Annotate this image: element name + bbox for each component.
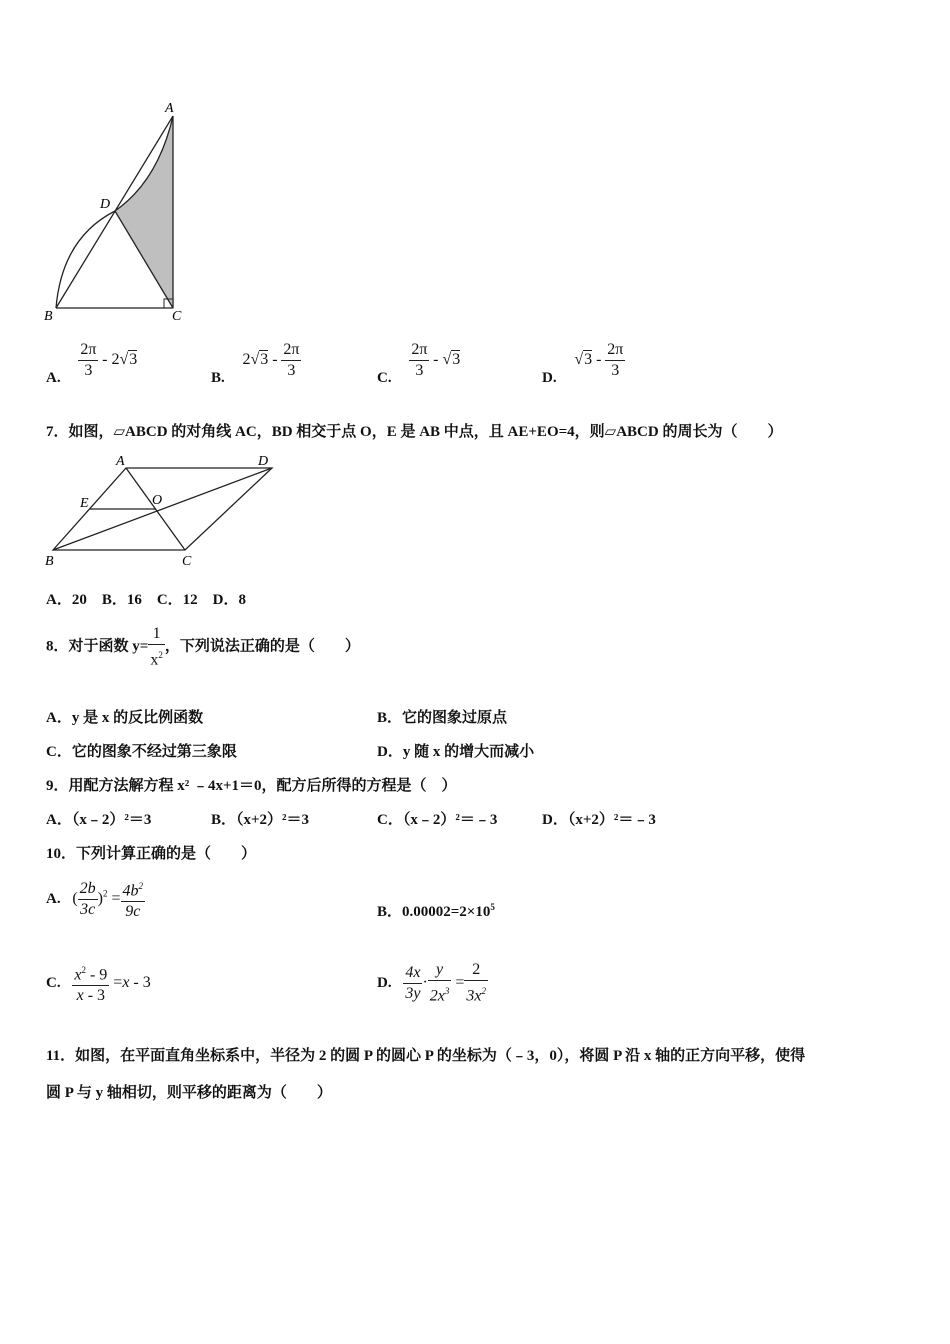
fraction [464, 960, 488, 1006]
denominator [148, 645, 165, 670]
label-c: C [172, 309, 182, 324]
q8-option-c: C．它的图象不经过第三象限 [46, 744, 237, 760]
radicand: 3 [129, 350, 138, 368]
numerator: y [428, 960, 452, 981]
numerator: 2π [605, 340, 625, 361]
option-label: B. [211, 369, 225, 386]
minus: - [433, 350, 439, 368]
fraction [78, 879, 98, 920]
den-exp: 2 [158, 650, 163, 660]
numerator: 2π [409, 340, 429, 361]
fraction [403, 963, 422, 1004]
label-a: A [116, 454, 125, 469]
coef: 2 [111, 350, 120, 368]
radicand: 3 [260, 350, 269, 368]
q9-option-d: D．（x+2）²＝﹣3 [542, 812, 656, 828]
numerator: 2π [80, 341, 97, 358]
q10-option-a [46, 876, 145, 922]
q10-option-c [46, 960, 151, 1006]
figure-q6-triangle [40, 98, 190, 328]
option-label: A. [46, 890, 61, 907]
rest: - √3 [433, 350, 461, 368]
option-label: D. [542, 369, 557, 386]
label-a: A [165, 101, 174, 116]
fraction [605, 340, 625, 381]
numerator: $x^2 - 9$ [72, 960, 109, 986]
exponent: 5 [490, 902, 495, 912]
fraction [428, 960, 452, 1006]
q7-options: A．20 B．16 C．12 D．8 [46, 592, 247, 608]
q8-text [46, 624, 360, 670]
label-c: C [182, 554, 192, 569]
q6-option-a [46, 340, 137, 387]
denominator: 3 [415, 362, 424, 379]
minus: - [272, 350, 278, 368]
numerator: 2π [281, 340, 301, 361]
q6-option-d [542, 340, 625, 387]
radicand: 3 [584, 350, 593, 368]
minus: - [102, 350, 108, 368]
option-label: A. [46, 369, 61, 386]
den-base: x [150, 651, 159, 669]
option-b-text: B．0.00002=2×10 [377, 904, 491, 920]
q8-option-d: D．y 随 x 的增大而减小 [377, 744, 535, 760]
q8-suffix: ，下列说法正确的是（ ） [164, 638, 360, 655]
q8-option-b: B．它的图象过原点 [377, 710, 508, 726]
label-d: D [100, 197, 111, 212]
radicand: 3 [452, 350, 461, 368]
expr-a: ( $\frac{2b}{3c}$ )$^2$ = $\frac{4b^2}{9c}$ [72, 890, 145, 907]
option-label: C. [377, 369, 392, 386]
fraction [121, 876, 146, 922]
denominator: 3 [84, 362, 93, 379]
expr-c: $\frac{x^2 - 9}{x - 3}$ =x - 3 [72, 974, 150, 991]
q9-option-b: B．（x+2）²＝3 [211, 812, 310, 828]
label-b: B [44, 309, 53, 324]
denominator: 9c [125, 903, 141, 921]
q11-line2: 圆 P 与 y 轴相切，则平移的距离为（ ） [46, 1085, 332, 1101]
q9-option-c: C．（x﹣2）²＝﹣3 [377, 812, 498, 828]
denominator: 3c [80, 900, 96, 918]
denominator: 3 [287, 362, 296, 379]
q9-text: 9．用配方法解方程 x² ﹣4x+1＝0，配方后所得的方程是（ ） [46, 778, 457, 794]
fraction [72, 960, 109, 1006]
denominator: 3 [611, 362, 620, 379]
rest: - 2√3 [102, 350, 138, 368]
fraction [409, 340, 429, 381]
fraction [78, 340, 98, 381]
minus: - [596, 350, 602, 368]
exponent: 2 [103, 888, 108, 899]
q10-text: 10．下列计算正确的是（ ） [46, 846, 257, 862]
q7-text: 7．如图，▱ABCD 的对角线 AC，BD 相交于点 O，E 是 AB 中点，且 AE+EO=4，则▱ABCD 的周长为（ ） [46, 424, 783, 440]
coef: 2 [242, 350, 251, 368]
q10-option-b [377, 900, 495, 921]
q8-option-a: A．y 是 x 的反比例函数 [46, 710, 204, 726]
numerator: 2 [464, 960, 488, 981]
q8-prefix: 8．对于函数 y= [46, 638, 149, 655]
numerator: $4b^2$ [121, 876, 146, 902]
denominator: $3x^2$ [466, 986, 487, 1005]
denominator: 3y [405, 984, 421, 1002]
option-label: C. [46, 974, 61, 991]
label-e: E [80, 496, 89, 511]
denominator: $2x^3$ [429, 986, 450, 1005]
denominator: x - 3 [76, 987, 106, 1005]
q6-option-b [211, 340, 301, 387]
label-o: O [152, 493, 163, 508]
option-label: D. [377, 974, 392, 991]
expr-d: $\frac{4x}{3y}$ · $\frac{y}{2x^3}$ = $\frac{2}{3x^2}$ [405, 961, 487, 1005]
figure-q7-parallelogram [40, 452, 280, 572]
q6-option-c [377, 340, 460, 387]
q10-option-d [377, 960, 488, 1006]
label-d: D [258, 454, 269, 469]
numerator: 2b [78, 879, 98, 900]
rest: 2√3 - [242, 350, 278, 368]
numerator: 4x [403, 963, 422, 984]
rest: √3 - [574, 350, 602, 368]
fraction [148, 624, 165, 670]
numerator: 1 [148, 624, 165, 645]
q9-option-a: A．（x﹣2）²＝3 [46, 812, 152, 828]
fraction [281, 340, 301, 381]
label-b: B [45, 554, 54, 569]
q11-line1: 11．如图，在平面直角坐标系中，半径为 2 的圆 P 的圆心 P 的坐标为（﹣3，0），将圆 P 沿 x 轴的正方向平移，使得 [46, 1048, 806, 1064]
